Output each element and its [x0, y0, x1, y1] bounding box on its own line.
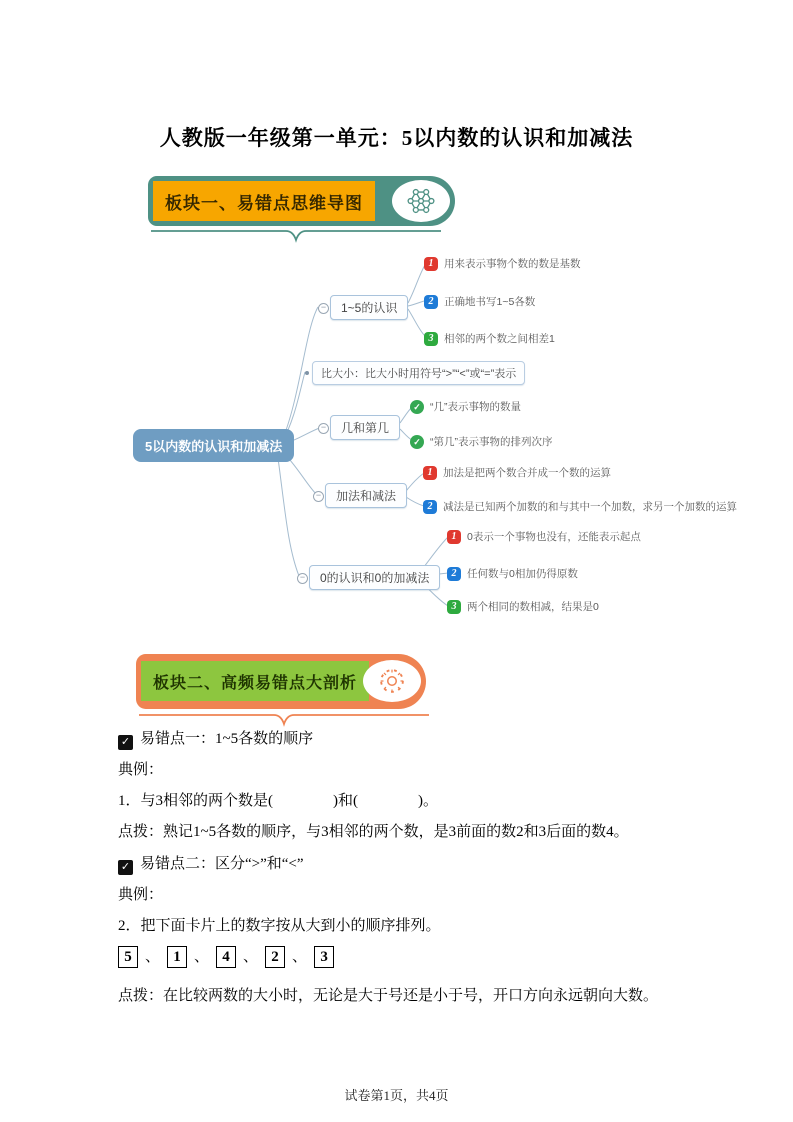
example-label-1: 典例： — [118, 762, 164, 778]
tip-1: 点拨：熟记1~5各数的顺序，与3相邻的两个数，是3前面的数2和3后面的数4。 — [118, 824, 629, 840]
error-point-2-heading: ✓ 易错点二：区分“>”和“<” — [118, 854, 698, 875]
collapse-icon: − — [318, 303, 329, 314]
section1-banner-label: 板块一、易错点思维导图 — [165, 193, 363, 213]
number-badge-icon: 2 — [447, 567, 461, 581]
mindmap-leaf: 2 任何数与0相加仍得原数 — [447, 566, 578, 581]
sun-burst-icon — [375, 664, 409, 698]
number-badge-icon: 3 — [424, 332, 438, 346]
mindmap-leaf: 3 两个相同的数相减，结果是0 — [447, 599, 599, 614]
number-badge-icon: 3 — [447, 600, 461, 614]
mindmap-branch-compare — [312, 361, 525, 385]
example-label-2: 典例： — [118, 887, 164, 903]
mindmap-branch-addsub — [315, 483, 407, 508]
branch-label: 0的认识和0的加减法 — [320, 571, 430, 585]
section2-banner — [136, 654, 426, 709]
section2-brace — [138, 712, 430, 728]
number-card: 2 — [265, 946, 285, 968]
collapse-icon: − — [297, 573, 308, 584]
bullet-dot-icon — [305, 371, 309, 375]
branch-label: 几和第几 — [341, 421, 390, 435]
checked-box-icon: ✓ — [118, 735, 133, 750]
mindmap-leaf: 2 正确地书写1~5各数 — [424, 294, 535, 309]
section2-banner-badge — [363, 660, 421, 702]
branch-label: 加法和减法 — [336, 489, 397, 503]
mindmap-branch-1-5 — [320, 295, 408, 320]
section1-brace — [150, 228, 442, 244]
section1-banner-badge — [392, 180, 450, 222]
collapse-icon: − — [318, 423, 329, 434]
section2-banner-label: 板块二、高频易错点大剖析 — [153, 674, 358, 692]
page-footer: 试卷第1页，共4页 — [344, 1088, 449, 1103]
number-badge-icon: 2 — [423, 500, 437, 514]
number-card: 5 — [118, 946, 138, 968]
mindmap-leaf: ✓ “第几”表示事物的排列次序 — [410, 434, 553, 449]
mindmap-branch-ordinal — [320, 415, 400, 440]
number-badge-icon: 1 — [424, 257, 438, 271]
section1-banner-label-box — [153, 181, 375, 221]
branch-label: 1~5的认识 — [341, 301, 398, 315]
check-circle-icon: ✓ — [410, 435, 424, 449]
check-circle-icon: ✓ — [410, 400, 424, 414]
checked-box-icon: ✓ — [118, 860, 133, 875]
number-badge-icon: 1 — [447, 530, 461, 544]
branch-label: 比大小：比大小时用符号“>”“<”或“=”表示 — [321, 368, 517, 380]
mindmap-leaf: 1 用来表示事物个数的数是基数 — [424, 256, 581, 271]
mindmap-leaf: ✓ “几”表示事物的数量 — [410, 399, 521, 414]
page-title: 人教版一年级第一单元：5以内数的认识和加减法 — [159, 126, 634, 150]
number-badge-icon: 2 — [424, 295, 438, 309]
question-2: 2．把下面卡片上的数字按从大到小的顺序排列。 — [118, 918, 441, 934]
number-cards-row: 5 、 1 、 4 、 2 、 3 — [118, 946, 698, 968]
mindmap-leaf: 3 相邻的两个数之间相差1 — [424, 331, 555, 346]
section1-banner — [148, 176, 455, 226]
mindmap-root-node: 5以内数的认识和加减法 — [133, 429, 294, 462]
collapse-icon: − — [313, 491, 324, 502]
network-molecule-icon — [404, 184, 438, 218]
mindmap-leaf: 1 加法是把两个数合并成一个数的运算 — [423, 465, 611, 480]
tip-2: 点拨：在比较两数的大小时，无论是大于号还是小于号，开口方向永远朝向大数。 — [118, 988, 659, 1004]
error-point-1-heading: ✓ 易错点一：1~5各数的顺序 — [118, 729, 698, 750]
section2-banner-label-box — [141, 661, 369, 701]
number-card: 1 — [167, 946, 187, 968]
number-card: 3 — [314, 946, 334, 968]
number-badge-icon: 1 — [423, 466, 437, 480]
mindmap-leaf: 1 0表示一个事物也没有，还能表示起点 — [447, 529, 641, 544]
question-1: 1．与3相邻的两个数是( )和( )。 — [118, 793, 438, 809]
mindmap-leaf: 2 减法是已知两个加数的和与其中一个加数，求另一个加数的运算 — [423, 499, 737, 514]
number-card: 4 — [216, 946, 236, 968]
mindmap-branch-zero — [299, 565, 440, 590]
